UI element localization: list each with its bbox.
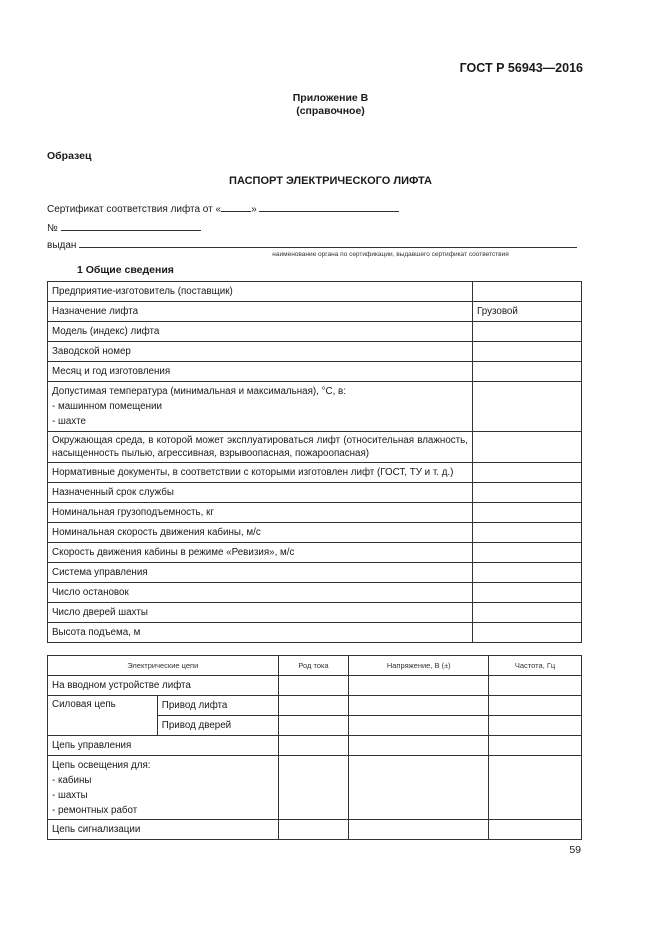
- table-header-row: [48, 656, 582, 676]
- header-current-type: Род тока: [278, 656, 349, 676]
- table-row: [48, 563, 582, 583]
- cell[interactable]: [349, 736, 489, 756]
- cell[interactable]: [489, 716, 582, 736]
- cell[interactable]: [349, 676, 489, 696]
- certificate-day-blank[interactable]: [221, 201, 251, 212]
- row-value[interactable]: [473, 463, 582, 483]
- cell[interactable]: [489, 820, 582, 840]
- section-general-title: 1 Общие сведения: [77, 264, 174, 276]
- row-label: Скорость движения кабины в режиме «Ревизия», м/с: [48, 543, 473, 563]
- row-value[interactable]: [473, 603, 582, 623]
- row-label: Число остановок: [48, 583, 473, 603]
- row-value[interactable]: [473, 432, 582, 463]
- table-row: [48, 523, 582, 543]
- row-label: Номинальная грузоподъемность, кг: [48, 503, 473, 523]
- row-value[interactable]: [473, 623, 582, 643]
- cell[interactable]: [489, 756, 582, 820]
- cell[interactable]: [278, 716, 349, 736]
- table-row: [48, 543, 582, 563]
- table-row: [48, 503, 582, 523]
- issued-caption: наименование органа по сертификации, выдавшего сертификат соответствия: [272, 251, 509, 258]
- lighting-cabin: - кабины: [52, 775, 92, 786]
- cell[interactable]: [349, 756, 489, 820]
- appendix-subtitle: (справочное): [296, 105, 365, 117]
- row-label: Высота подъема, м: [48, 623, 473, 643]
- lighting-title: Цепь освещения для:: [52, 760, 151, 771]
- cell[interactable]: [278, 676, 349, 696]
- row-label: Заводской номер: [48, 342, 473, 362]
- certificate-date-blank[interactable]: [259, 201, 399, 212]
- row-label: Модель (индекс) лифта: [48, 322, 473, 342]
- table-row: [48, 820, 582, 840]
- row-label: Окружающая среда, в которой может эксплуатироваться лифт (относительная влажность, насыщенность пылью, агрессивная, взрывоопасная, пожароопасная): [48, 432, 473, 463]
- lighting-repair: - ремонтных работ: [52, 805, 138, 816]
- row-label: Предприятие-изготовитель (поставщик): [48, 282, 473, 302]
- cell[interactable]: [349, 820, 489, 840]
- certificate-line: [47, 201, 399, 215]
- cell[interactable]: [278, 820, 349, 840]
- row-value[interactable]: [473, 382, 582, 432]
- row-value[interactable]: [473, 583, 582, 603]
- row-value[interactable]: Грузовой: [473, 302, 582, 322]
- row-value[interactable]: [473, 483, 582, 503]
- row-value[interactable]: [473, 362, 582, 382]
- sample-label: Образец: [47, 150, 92, 162]
- row-value[interactable]: [473, 342, 582, 362]
- cell[interactable]: [278, 756, 349, 820]
- lighting-circuit-label: [48, 756, 279, 820]
- row-value[interactable]: [473, 503, 582, 523]
- number-label: №: [47, 223, 58, 234]
- row-label: Номинальная скорость движения кабины, м/с: [48, 523, 473, 543]
- control-circuit-label: Цепь управления: [48, 736, 279, 756]
- cell[interactable]: [489, 736, 582, 756]
- table-row: [48, 483, 582, 503]
- number-blank[interactable]: [61, 220, 201, 231]
- temperature-shaft: - шахте: [52, 416, 86, 427]
- appendix-title: Приложение В: [292, 92, 369, 104]
- row-label: Месяц и год изготовления: [48, 362, 473, 382]
- lighting-shaft: - шахты: [52, 790, 88, 801]
- row-label: [48, 382, 473, 432]
- issued-line: [47, 237, 577, 251]
- row-value[interactable]: [473, 563, 582, 583]
- cell[interactable]: [489, 676, 582, 696]
- electrical-circuits-table: [47, 655, 582, 840]
- header-frequency: Частота, Гц: [489, 656, 582, 676]
- drive-lift-label: Привод лифта: [157, 696, 278, 716]
- table-row: [48, 322, 582, 342]
- table-row: [48, 463, 582, 483]
- table-row: [48, 676, 582, 696]
- standard-number: ГОСТ Р 56943—2016: [459, 61, 583, 75]
- table-row: [48, 382, 582, 432]
- row-label: Число дверей шахты: [48, 603, 473, 623]
- row-label: Система управления: [48, 563, 473, 583]
- table-row: [48, 603, 582, 623]
- signaling-circuit-label: Цепь сигнализации: [48, 820, 279, 840]
- issued-label: выдан: [47, 240, 77, 251]
- row-value[interactable]: [473, 543, 582, 563]
- header-voltage: Напряжение, В (±): [349, 656, 489, 676]
- row-value[interactable]: [473, 282, 582, 302]
- table-row: [48, 342, 582, 362]
- issued-blank[interactable]: [79, 237, 577, 248]
- cell[interactable]: [349, 716, 489, 736]
- table-row: [48, 623, 582, 643]
- certificate-label: Сертификат соответствия лифта от «: [47, 204, 222, 215]
- table-row: [48, 583, 582, 603]
- passport-title: ПАСПОРТ ЭЛЕКТРИЧЕСКОГО ЛИФТА: [229, 175, 432, 187]
- certificate-quote: »: [251, 204, 257, 215]
- table-row: [48, 282, 582, 302]
- table-row: [48, 696, 582, 716]
- temperature-label: Допустимая температура (минимальная и максимальная), °С, в:: [52, 386, 346, 397]
- row-label: Назначение лифта: [48, 302, 473, 322]
- table-row: [48, 362, 582, 382]
- table-row: [48, 302, 582, 322]
- page-number: 59: [569, 844, 581, 856]
- power-circuit-label: Силовая цепь: [48, 696, 158, 736]
- row-value[interactable]: [473, 523, 582, 543]
- cell[interactable]: [278, 696, 349, 716]
- cell[interactable]: [278, 736, 349, 756]
- number-line: [47, 220, 201, 234]
- row-label: Нормативные документы, в соответствии с которыми изготовлен лифт (ГОСТ, ТУ и т. д.): [48, 463, 473, 483]
- table-row: [48, 756, 582, 820]
- cell[interactable]: [489, 696, 582, 716]
- table-row: [48, 432, 582, 463]
- general-info-table: [47, 281, 582, 643]
- drive-doors-label: Привод дверей: [157, 716, 278, 736]
- temperature-machine-room: - машинном помещении: [52, 401, 162, 412]
- input-device-label: На вводном устройстве лифта: [48, 676, 279, 696]
- header-circuits: Электрические цепи: [48, 656, 279, 676]
- table-row: [48, 736, 582, 756]
- row-label: Назначенный срок службы: [48, 483, 473, 503]
- cell[interactable]: [349, 696, 489, 716]
- row-value[interactable]: [473, 322, 582, 342]
